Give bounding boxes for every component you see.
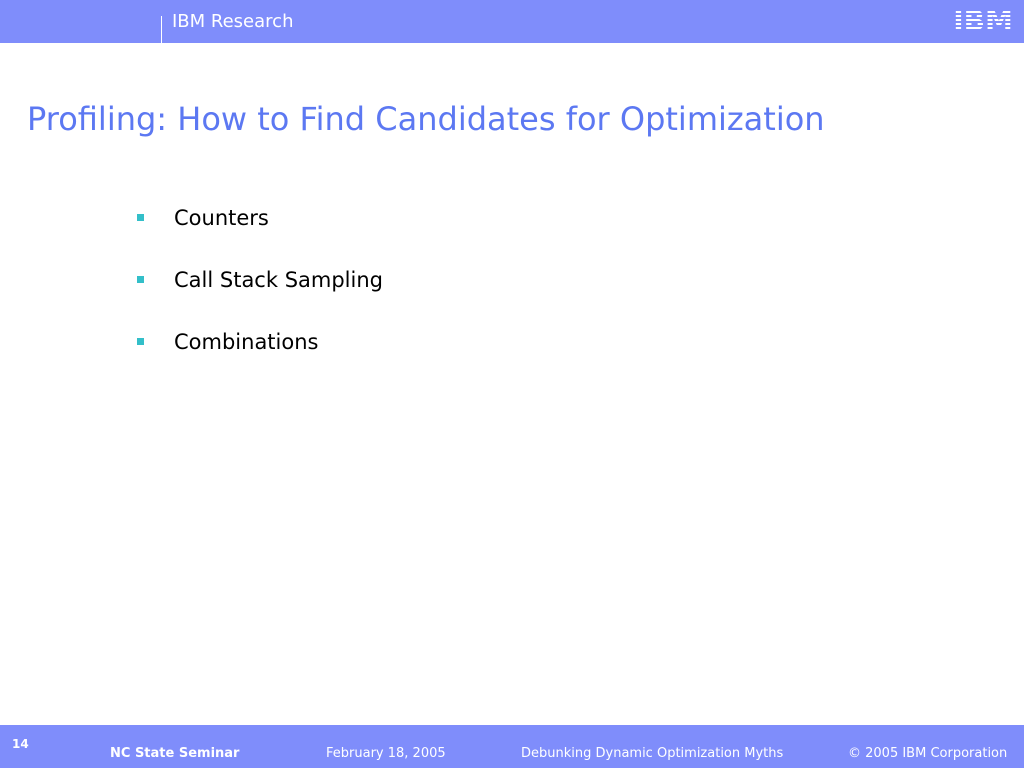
bullet-text: Counters bbox=[174, 206, 269, 230]
page-number: 14 bbox=[12, 737, 29, 751]
bullet-item-call-stack-sampling bbox=[137, 265, 383, 327]
bullet-item-combinations bbox=[137, 327, 383, 389]
header-bar bbox=[0, 0, 1024, 43]
bullet-text: Call Stack Sampling bbox=[174, 268, 383, 292]
header-divider bbox=[161, 16, 162, 43]
bullet-text: Combinations bbox=[174, 330, 319, 354]
footer-bar bbox=[0, 725, 1024, 768]
header-title: IBM Research bbox=[172, 11, 294, 32]
talk-title: Debunking Dynamic Optimization Myths bbox=[521, 746, 784, 761]
bullet-list bbox=[137, 203, 383, 389]
ibm-logo-text: IBM bbox=[953, 4, 1013, 37]
copyright: © 2005 IBM Corporation bbox=[848, 746, 1008, 761]
seminar-name: NC State Seminar bbox=[110, 746, 240, 761]
square-bullet-icon bbox=[137, 214, 144, 221]
slide-title: Profiling: How to Find Candidates for Optimization bbox=[27, 100, 825, 138]
square-bullet-icon bbox=[137, 276, 144, 283]
bullet-item-counters bbox=[137, 203, 383, 265]
ibm-logo bbox=[949, 3, 1017, 37]
presentation-date: February 18, 2005 bbox=[326, 746, 446, 761]
square-bullet-icon bbox=[137, 338, 144, 345]
